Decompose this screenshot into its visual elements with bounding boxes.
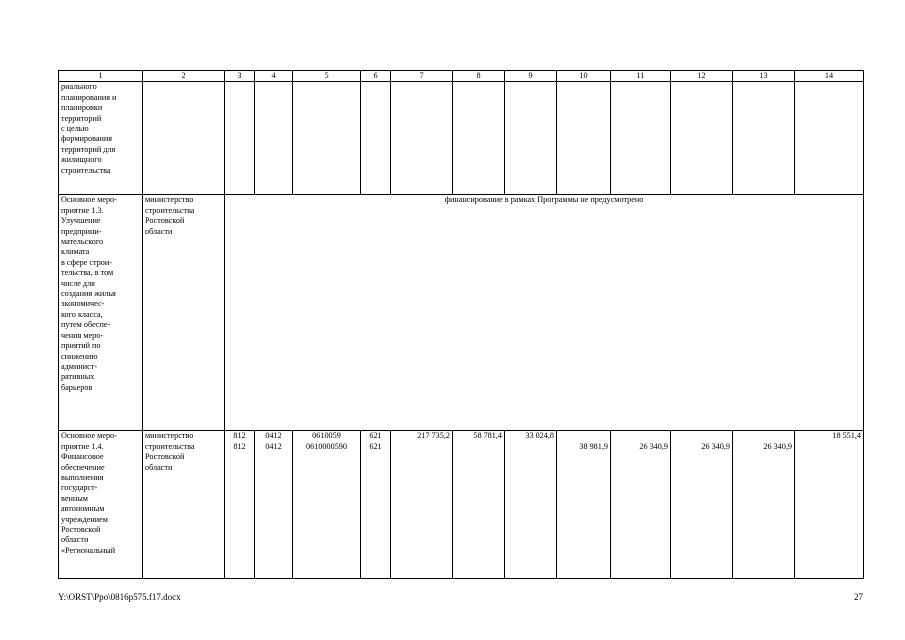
- text-line: создания жилья: [61, 289, 116, 299]
- text-line: венным: [61, 493, 88, 503]
- text-line: 0412: [265, 441, 282, 451]
- header-cell: 8: [453, 71, 505, 82]
- header-cell: 6: [361, 71, 391, 82]
- empty-cell: [611, 82, 671, 195]
- text-line: Улучшение: [61, 216, 101, 226]
- empty-cell: [361, 82, 391, 195]
- text-line: в сфере строи-: [61, 257, 112, 267]
- amount-value: 18 551,4: [832, 431, 861, 441]
- text-line: «Региональный: [61, 545, 116, 555]
- empty-cell: [225, 82, 255, 195]
- header-cell: 7: [391, 71, 453, 82]
- amount-cell: [733, 431, 795, 579]
- header-row: [59, 71, 864, 82]
- text-line: предприни-: [61, 226, 102, 236]
- amount-value: 33 024,8: [525, 431, 554, 441]
- text-line: Финансовое: [61, 452, 104, 462]
- target-code-cell: [293, 431, 361, 579]
- text-line: области: [145, 462, 173, 472]
- text-line: Основное меро-: [61, 431, 117, 441]
- text-line: с целью: [61, 124, 89, 134]
- section-code-cell: [255, 431, 293, 579]
- text-line: 621: [369, 441, 382, 451]
- text-line: учреждением: [61, 514, 108, 524]
- header-cell: 9: [505, 71, 557, 82]
- empty-cell: [255, 82, 293, 195]
- text-line: приятие 1.4.: [61, 441, 104, 451]
- text-line: министерство: [145, 195, 194, 205]
- header-cell: 1: [59, 71, 143, 82]
- text-line: приятий по: [61, 341, 101, 351]
- amount-value: 38 981,9: [579, 441, 608, 451]
- header-cell: 10: [557, 71, 611, 82]
- text-line: 0412: [265, 431, 282, 441]
- amount-value: 26 340,9: [763, 441, 792, 451]
- header-cell: 14: [795, 71, 864, 82]
- text-line: 812: [233, 431, 246, 441]
- header-cell: 3: [225, 71, 255, 82]
- text-line: автономным: [61, 504, 105, 514]
- expense-type-cell: [361, 431, 391, 579]
- text-line: кого класса,: [61, 309, 103, 319]
- text-line: 812: [233, 441, 246, 451]
- text-line: Ростовской: [145, 452, 185, 462]
- ministry-code-cell: [225, 431, 255, 579]
- amount-cell: [611, 431, 671, 579]
- text-line: Ростовской: [61, 525, 101, 535]
- text-line: мательского: [61, 237, 104, 247]
- text-line: риального: [61, 82, 97, 92]
- text-line: территорий: [61, 113, 102, 123]
- header-cell: 4: [255, 71, 293, 82]
- text-line: 621: [369, 431, 382, 441]
- empty-cell: [293, 82, 361, 195]
- text-line: государст-: [61, 483, 98, 493]
- table-row: [59, 195, 864, 431]
- empty-cell: [453, 82, 505, 195]
- header-cell: 2: [143, 71, 225, 82]
- executor-cell: [143, 431, 225, 579]
- empty-cell: [505, 82, 557, 195]
- text-line: строительства: [145, 441, 195, 451]
- amount-cell: [795, 431, 864, 579]
- text-line: админист-: [61, 361, 98, 371]
- text-line: области: [145, 226, 173, 236]
- amount-cell: [391, 431, 453, 579]
- amount-value: 26 340,9: [639, 441, 668, 451]
- amount-cell: [505, 431, 557, 579]
- header-cell: 13: [733, 71, 795, 82]
- executor-cell: [143, 195, 225, 431]
- activity-description-cell: [59, 82, 143, 195]
- text-line: формирования: [61, 134, 113, 144]
- text-line: числе для: [61, 278, 95, 288]
- text-line: ративных: [61, 372, 95, 382]
- empty-cell: [733, 82, 795, 195]
- empty-cell: [391, 82, 453, 195]
- amount-cell: [557, 431, 611, 579]
- empty-cell: [557, 82, 611, 195]
- text-line: чения меро-: [61, 330, 104, 340]
- text-line: планировки: [61, 103, 103, 113]
- activity-description-cell: [59, 431, 143, 579]
- amount-value: 58 781,4: [473, 431, 502, 441]
- file-path: Y:\ORST\Ppo\0816p575.f17.docx: [58, 592, 181, 602]
- text-line: барьеров: [61, 382, 93, 392]
- text-line: снижению: [61, 351, 98, 361]
- text-line: 0610059: [312, 431, 341, 441]
- text-line: строительства: [145, 205, 195, 215]
- no-funding-note: финансирование в рамках Программы не предусмотрено: [225, 195, 864, 431]
- text-line: Ростовской: [145, 216, 185, 226]
- text-line: тельства, в том: [61, 268, 114, 278]
- page-number: 27: [854, 592, 863, 602]
- table-row: [59, 431, 864, 579]
- amount-cell: [453, 431, 505, 579]
- text-line: обеспечение: [61, 462, 105, 472]
- header-cell: 11: [611, 71, 671, 82]
- text-line: выполнения: [61, 473, 104, 483]
- text-line: климата: [61, 247, 90, 257]
- amount-cell: [671, 431, 733, 579]
- text-line: экономичес-: [61, 299, 105, 309]
- empty-cell: [795, 82, 864, 195]
- amount-value: 26 340,9: [701, 441, 730, 451]
- text-line: строительства: [61, 165, 111, 175]
- text-line: министерство: [145, 431, 194, 441]
- text-line: Основное меро-: [61, 195, 117, 205]
- text-line: жилищного: [61, 155, 102, 165]
- amount-value: 217 735,2: [417, 431, 450, 441]
- budget-table: [58, 70, 864, 579]
- text-line: области: [61, 535, 89, 545]
- text-line: приятие 1.3.: [61, 205, 104, 215]
- executor-cell: [143, 82, 225, 195]
- activity-description-cell: [59, 195, 143, 431]
- text-line: 0610000590: [306, 441, 347, 451]
- header-cell: 5: [293, 71, 361, 82]
- empty-cell: [671, 82, 733, 195]
- header-cell: 12: [671, 71, 733, 82]
- text-line: территорий для: [61, 144, 116, 154]
- text-line: путем обеспе-: [61, 320, 111, 330]
- text-line: планирования и: [61, 92, 117, 102]
- table-row: [59, 82, 864, 195]
